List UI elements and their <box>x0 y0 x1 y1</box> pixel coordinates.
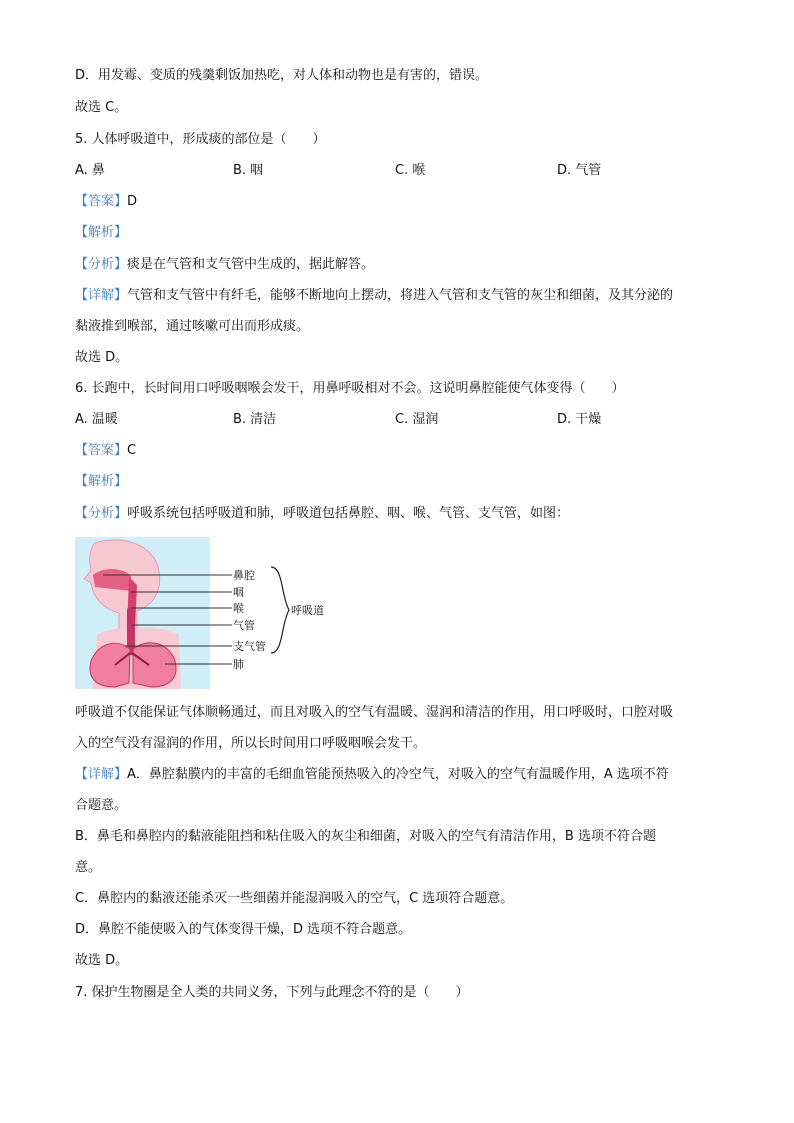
q6-option-c: C. 湿润 <box>395 412 439 427</box>
detail-text: 气管和支气管中有纤毛，能够不断地向上摆动，将进入气管和支气管的灰尘和细菌，及其分泌的 <box>127 288 674 303</box>
detail-text: A．鼻腔黏膜内的丰富的毛细血管能预热吸入的冷空气，对吸入的空气有温暖作用，A 选项不符 <box>127 767 669 782</box>
q5-analysis-tag: 【解析】 <box>75 225 128 240</box>
fenxi-tag: 【分析】 <box>75 257 128 272</box>
question-7: 7. 保护生物圈是全人类的共同义务，下列与此理念不符的是（ ） <box>75 985 469 1000</box>
line-d-conclusion: D．用发霉、变质的残羹剩饭加热吃，对人体和动物也是有害的，错误。 <box>75 68 489 83</box>
q6-para-1: 呼吸道不仅能保证气体顺畅通过，而且对吸入的空气有温暖、湿润和清洁的作用，用口呼吸时，口腔对吸 <box>75 705 674 720</box>
label-lung: 肺 <box>233 658 244 671</box>
q6-detail-a1 <box>75 766 669 784</box>
answer-value: D <box>127 194 138 209</box>
q5-detail-1 <box>75 287 673 305</box>
q6-detail-b1: B．鼻毛和鼻腔内的黏液能阻挡和粘住吸入的灰尘和细菌，对吸入的空气有清洁作用，B 选项不符合题 <box>75 829 656 844</box>
q6-end: 故选 D。 <box>75 953 129 968</box>
label-respiratory-tract: 呼吸道 <box>291 604 324 617</box>
answer-tag: 【答案】 <box>75 443 128 458</box>
q6-option-d: D. 干燥 <box>557 412 602 427</box>
q6-detail-c: C．鼻腔内的黏液还能杀灭一些细菌并能湿润吸入的空气，C 选项符合题意。 <box>75 891 514 906</box>
answer-tag: 【答案】 <box>75 194 128 209</box>
label-trachea: 气管 <box>233 619 255 632</box>
answer-value: C <box>127 443 137 458</box>
q6-option-a: A. 温暖 <box>75 412 118 427</box>
q6-option-b: B. 清洁 <box>233 412 277 427</box>
line-select-c: 故选 C。 <box>75 100 128 115</box>
fenxi-text: 痰是在气管和支气管中生成的，据此解答。 <box>127 257 375 272</box>
q5-answer <box>75 193 137 211</box>
q5-option-d: D. 气管 <box>557 163 602 178</box>
label-nasal-cavity: 鼻腔 <box>233 569 255 582</box>
label-pharynx: 咽 <box>233 586 244 599</box>
q6-detail-b2: 意。 <box>75 860 102 875</box>
q5-option-c: C. 喉 <box>395 163 426 178</box>
detail-tag: 【详解】 <box>75 767 128 782</box>
q5-fenxi <box>75 256 374 274</box>
question-6: 6. 长跑中，长时间用口呼吸咽喉会发干，用鼻呼吸相对不会。这说明鼻腔能使气体变得（ ） <box>75 381 625 396</box>
q5-end: 故选 D。 <box>75 350 129 365</box>
q6-analysis-tag: 【解析】 <box>75 474 128 489</box>
question-5: 5. 人体呼吸道中，形成痰的部位是（ ） <box>75 132 326 147</box>
q6-answer <box>75 442 136 460</box>
fenxi-tag: 【分析】 <box>75 506 128 521</box>
q6-para-2: 入的空气没有湿润的作用，所以长时间用口呼吸咽喉会发干。 <box>75 736 427 751</box>
q6-detail-a2: 合题意。 <box>75 798 128 813</box>
q5-option-a: A. 鼻 <box>75 163 105 178</box>
q5-option-b: B. 咽 <box>233 163 264 178</box>
respiratory-system-diagram <box>75 537 325 689</box>
label-bronchi: 支气管 <box>233 640 266 653</box>
detail-tag: 【详解】 <box>75 288 128 303</box>
q5-detail-2: 黏液推到喉部，通过咳嗽可出而形成痰。 <box>75 319 310 334</box>
group-brace <box>271 567 289 653</box>
fenxi-text: 呼吸系统包括呼吸道和肺，呼吸道包括鼻腔、咽、喉、气管、支气管，如图： <box>127 506 570 521</box>
q6-detail-d: D．鼻腔不能使吸入的气体变得干燥，D 选项不符合题意。 <box>75 922 412 937</box>
q6-fenxi <box>75 505 569 523</box>
label-larynx: 喉 <box>233 602 244 615</box>
